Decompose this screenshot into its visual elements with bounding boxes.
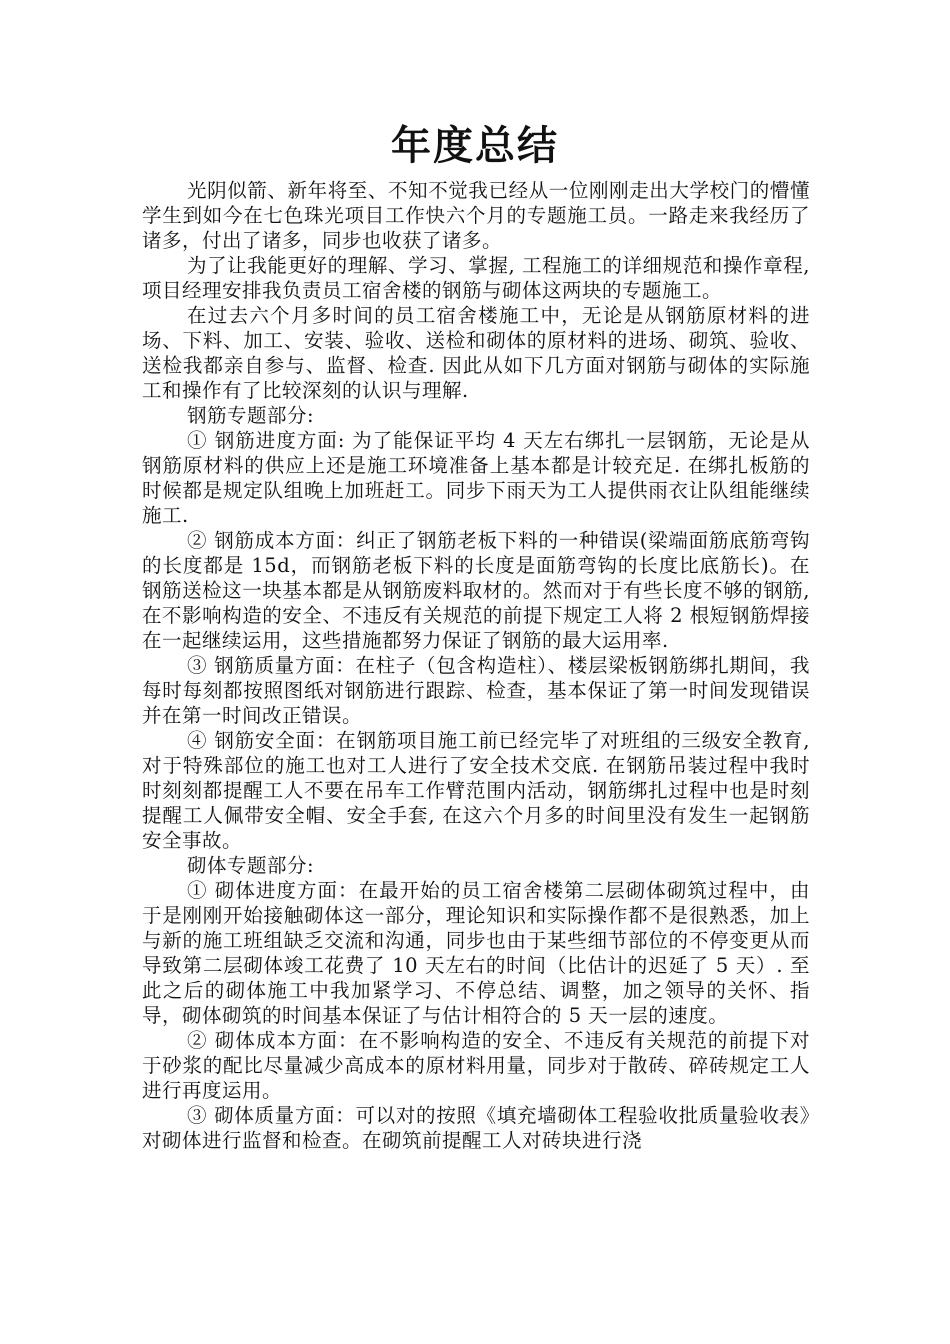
paragraph-masonry-quality: ③ 砌体质量方面：可以对的按照《填充墙砌体工程验收批质量验收表》对砌体进行监督和检查。在砌筑前提醒工人对砖块进行浇 <box>142 1104 810 1152</box>
document-title: 年度总结 <box>391 122 559 169</box>
section-heading-rebar: 钢筋专题部分: <box>187 404 315 427</box>
document-body <box>142 178 810 1153</box>
paragraph-rebar-quality: ③ 钢筋质量方面：在柱子（包含构造柱）、楼层梁板钢筋绑扎期间，我每时每刻都按照图纸对钢筋进行跟踪、检查，基本保证了第一时间发现错误并在第一时间改正错误。 <box>142 654 810 727</box>
paragraph-rebar-cost: ② 钢筋成本方面：纠正了钢筋老板下料的一种错误(梁端面筋底筋弯钩的长度都是 15d，而钢筋老板下料的长度是面筋弯钩的长度比底筋长)。在钢筋送检这一块基本都是从钢筋废料取材的。然而对于有些长度不够的钢筋, 在不影响构造的安全、不违反有关规范的前提下规定工人将 2 根短钢筋焊接在一起继续运用，这些措施都努力保证了钢筋的最大运用率. <box>142 529 810 652</box>
paragraph-masonry-cost: ② 砌体成本方面：在不影响构造的安全、不违反有关规范的前提下对于砂浆的配比尽量减少高成本的原材料用量，同步对于散砖、碎砖规定工人进行再度运用。 <box>142 1029 810 1102</box>
paragraph-rebar-progress: ① 钢筋进度方面: 为了能保证平均 4 天左右绑扎一层钢筋，无论是从钢筋原材料的供应上还是施工环境准备上基本都是计较充足. 在绑扎板筋的时候都是规定队组晚上加班赶工。同步下雨天为工人提供雨衣让队组能继续施工. <box>142 429 810 527</box>
paragraph-masonry-progress: ① 砌体进度方面：在最开始的员工宿舍楼第二层砌体砌筑过程中，由于是刚刚开始接触砌体这一部分，理论知识和实际操作都不是很熟悉，加上与新的施工班组缺乏交流和沟通，同步也由于某些细节部位的不停变更从而导致第二层砌体竣工花费了 10 天左右的时间（比估计的迟延了 5 天）. 至此之后的砌体施工中我加紧学习、不停总结、调整，加之领导的关怀、指导，砌体砌筑的时间基本保证了与估计相符合的 5 天一层的速度。 <box>142 879 810 1027</box>
section-heading-masonry: 砌体专题部分: <box>187 854 315 877</box>
paragraph-assignment: 为了让我能更好的理解、学习、掌握, 工程施工的详细规范和操作章程, 项目经理安排我负责员工宿舍楼的钢筋与砌体这两块的专题施工。 <box>142 254 810 302</box>
paragraph-overview: 在过去六个月多时间的员工宿舍楼施工中，无论是从钢筋原材料的进场、下料、加工、安装、验收、送检和砌体的原材料的进场、砌筑、验收、送检我都亲自参与、监督、检查. 因此从如下几方面对钢筋与砌体的实际施工和操作有了比较深刻的认识与理解. <box>142 304 810 402</box>
paragraph-rebar-safety: ④ 钢筋安全面：在钢筋项目施工前已经完毕了对班组的三级安全教育, 对于特殊部位的施工也对工人进行了安全技术交底. 在钢筋吊装过程中我时时刻刻都提醒工人不要在吊车工作臂范围内活动，钢筋绑扎过程中也是时刻提醒工人佩带安全帽、安全手套, 在这六个月多的时间里没有发生一起钢筋安全事故。 <box>142 729 810 852</box>
paragraph-intro: 光阴似箭、新年将至、不知不觉我已经从一位刚刚走出大学校门的懵懂学生到如今在七色珠光项目工作快六个月的专题施工员。一路走来我经历了诸多，付出了诸多，同步也收获了诸多。 <box>142 179 810 252</box>
